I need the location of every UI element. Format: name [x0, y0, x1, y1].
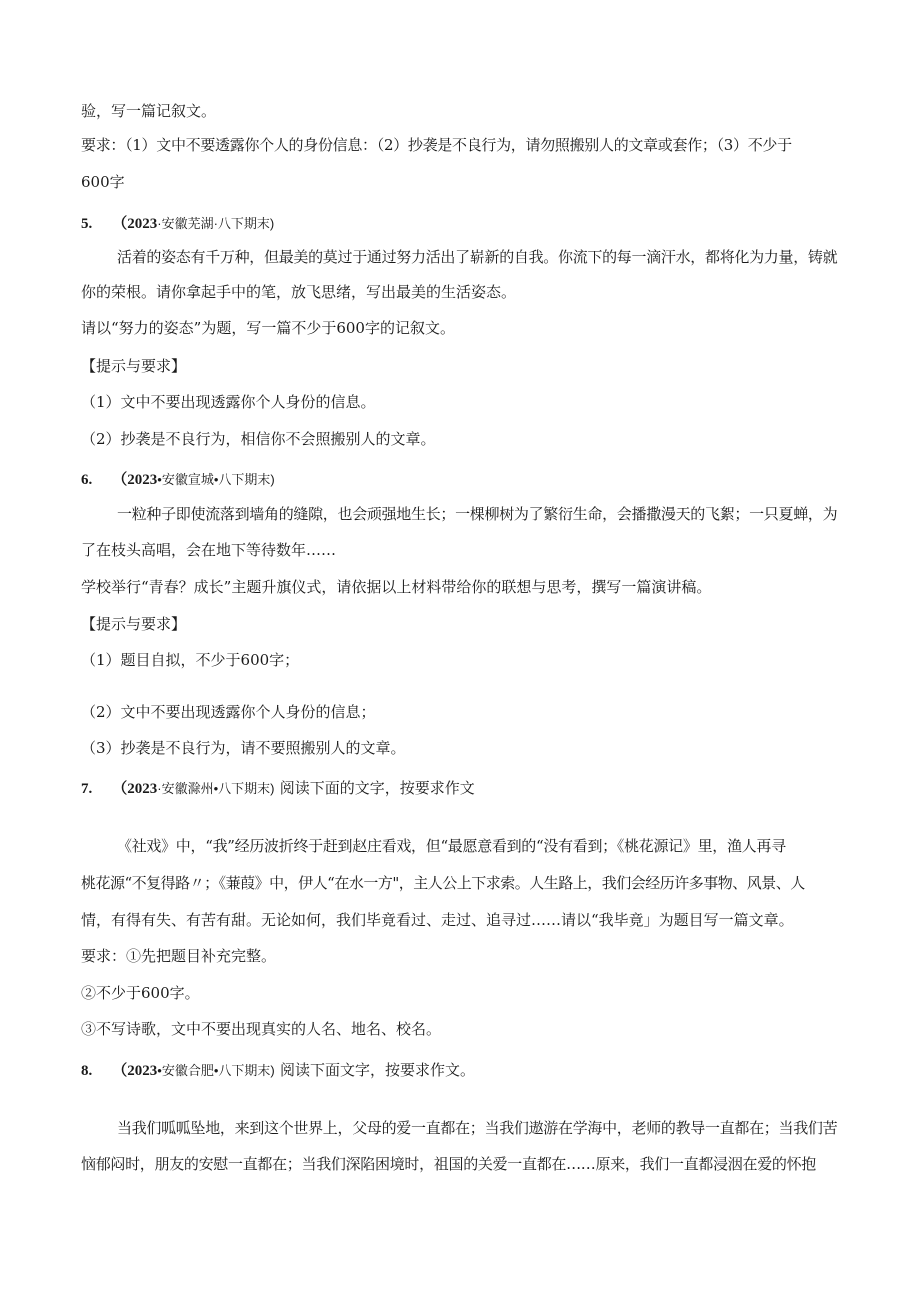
text-line: 你的荣根。请你拿起手中的笔，放飞思绪，写出最美的生活姿态。 — [81, 283, 517, 301]
text-line: 《社戏》中，“我”经历波折终于赶到赵庄看戏，但“最愿意看到的“没有看到；《桃花源记》里，渔人再寻 — [117, 837, 786, 855]
question-number: 5. — [81, 216, 93, 232]
text-line: 学校举行“青春？成长”主题升旗仪式，请依据以上材料带给你的联想与思考，撰写一篇演讲稿。 — [81, 578, 712, 596]
question-instruction: 阅读下面的文字，按要求作文 — [279, 779, 475, 797]
text-line: 【提示与要求】 — [81, 357, 187, 375]
question-number: 6. — [81, 472, 93, 488]
question-6-heading — [81, 469, 275, 490]
text-line: 桃花源“不复得路〃；《蒹葭》中，伊人“在水一方"，主人公上下求索。人生路上，我们会经历许多事物、风景、人 — [81, 874, 805, 892]
text-line: 【提示与要求】 — [81, 615, 187, 633]
question-5-heading — [81, 213, 274, 234]
question-number: 8. — [81, 1063, 93, 1079]
text-line: 活着的姿态有千万种，但最美的莫过于通过努力活出了崭新的自我。你流下的每一滴汗水，都将化为力量，铸就 — [117, 248, 838, 266]
text-line: ③不写诗歌，文中不要出现真实的人名、地名、校名。 — [81, 1020, 442, 1038]
text-line: （2）文中不要出现透露你个人身份的信息； — [81, 703, 376, 721]
question-source: （2023•安徽合肥•八下期末) — [112, 1063, 275, 1079]
question-number: 7. — [81, 781, 93, 797]
text-line: 当我们呱呱坠地，来到这个世界上，父母的爱一直都在；当我们遨游在学海中，老师的教导一直都在；当我们苦 — [117, 1119, 838, 1137]
text-line: ②不少于600字。 — [81, 984, 200, 1002]
text-line: 了在枝头高唱，会在地下等待数年…… — [81, 541, 337, 559]
text-line: （3）抄袭是不良行为，请不要照搬别人的文章。 — [81, 739, 406, 757]
text-line: 恼郁闷时，朋友的安慰一直都在；当我们深陷困境时，祖国的关爱一直都在……原来，我们一直都浸洇在爱的怀抱 — [81, 1155, 817, 1173]
text-line: 600字 — [81, 173, 125, 191]
text-line: （1）文中不要出现透露你个人身份的信息。 — [81, 393, 376, 411]
text-line: 请以“努力的姿态”为题，写一篇不少于600字的记叙文。 — [81, 319, 455, 337]
text-line: 一粒种子即使流落到墙角的缝隙，也会顽强地生长；一棵柳树为了繁衍生命，会播撒漫天的飞絮；一只夏蝉，为 — [117, 505, 838, 523]
question-instruction: 阅读下面文字，按要求作文。 — [279, 1061, 475, 1079]
text-line: （2）抄袭是不良行为，相信你不会照搬别人的文章。 — [81, 430, 436, 448]
text-line: 要求：（1）文中不要透露你个人的身份信息：（2）抄袭是不良行为，请勿照搬别人的文章或套作；（3）不少于 — [81, 136, 792, 154]
text-line: 验，写一篇记叙文。 — [81, 102, 217, 120]
question-source: （2023·安徽芜湖·八下期末) — [112, 216, 275, 232]
question-source: （2023·安徽滁州•八下期末) — [112, 781, 275, 797]
text-line: （1）题目自拟，不少于600字； — [81, 651, 300, 669]
question-source: （2023•安徽宣城•八下期末) — [112, 472, 275, 488]
text-line: 情，有得有失、有苦有甜。无论如何，我们毕竟看过、走过、追寻过……请以“我毕竟」为题目写一篇文章。 — [81, 911, 794, 929]
question-7-heading — [81, 778, 475, 799]
question-8-heading — [81, 1060, 475, 1081]
text-line: 要求：①先把题目补充完整。 — [81, 947, 277, 965]
